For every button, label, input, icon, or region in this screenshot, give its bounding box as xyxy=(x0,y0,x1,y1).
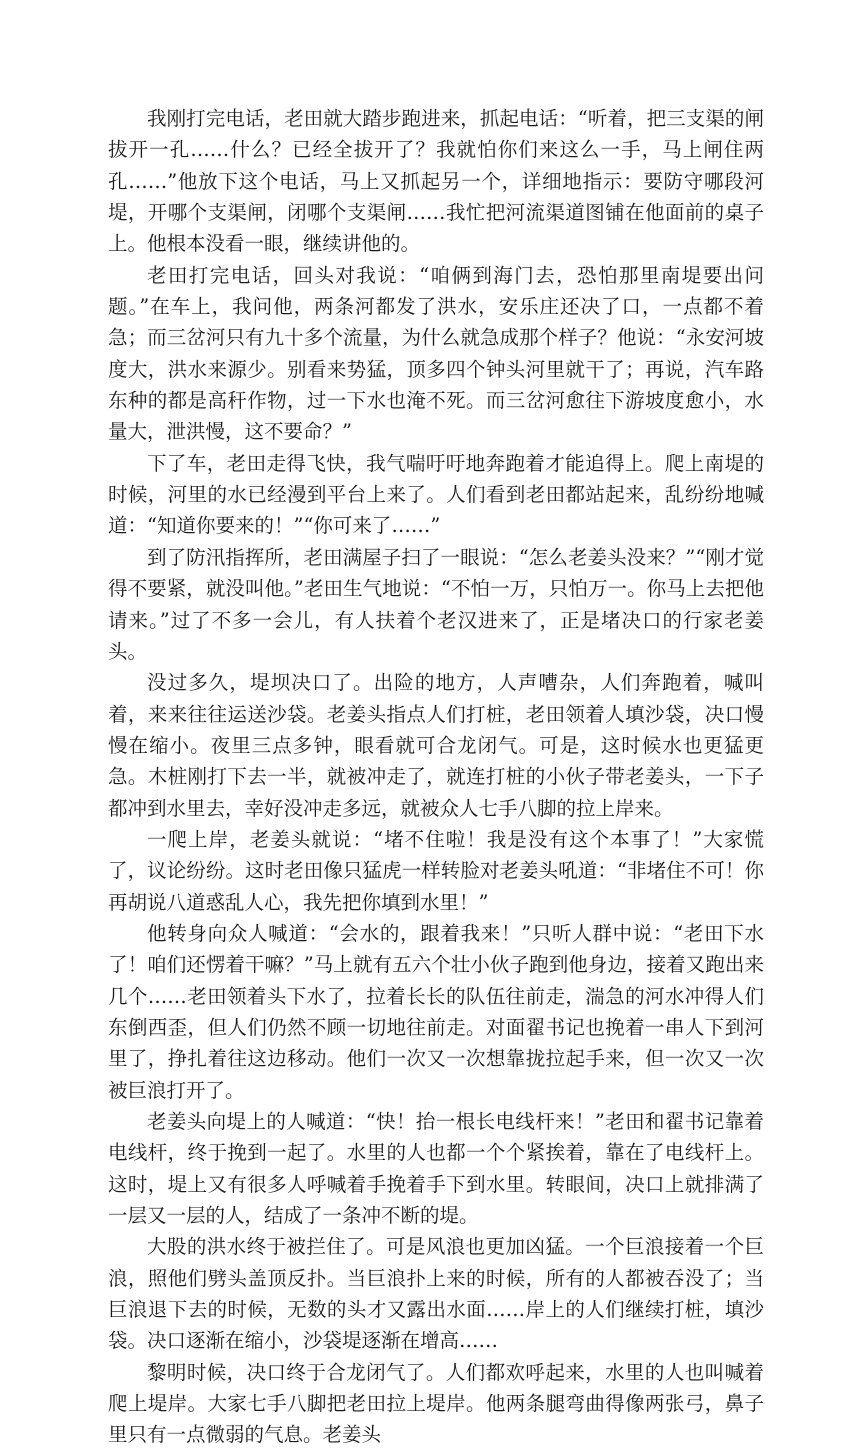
paragraph: 他转身向众人喊道：“会水的，跟着我来！”只听人群中说：“老田下水了！咱们还愣着干嘛？”马上就有五六个壮小伙子跑到他身边，接着又跑出来几个……老田领着头下水了，拉着长长的队伍往前走，湍急的河水冲得人们东倒西歪，但人们仍然不顾一切地往前走。对面翟书记也挽着一串人下到河里了，挣扎着往这边移动。他们一次又一次想靠拢拉起手来，但一次又一次被巨浪打开了。 xyxy=(108,921,764,1102)
paragraph: 一爬上岸，老姜头就说：“堵不住啦！我是没有这个本事了！”大家慌了，议论纷纷。这时老田像只猛虎一样转脸对老姜头吼道：“非堵住不可！你再胡说八道惑乱人心，我先把你填到水里！” xyxy=(108,827,764,914)
paragraph: 老姜头向堤上的人喊道：“快！抬一根长电线杆来！”老田和翟书记靠着电线杆，终于挽到一起了。水里的人也都一个个紧挨着，靠在了电线杆上。这时，堤上又有很多人呼喊着手挽着手下到水里。转眼间，决口上就排满了一层又一层的人，结成了一条冲不断的堤。 xyxy=(108,1110,764,1228)
paragraph: 没过多久，堤坝决口了。出险的地方，人声嘈杂，人们奔跑着，喊叫着，来来往往运送沙袋。老姜头指点人们打桩，老田领着人填沙袋，决口慢慢在缩小。夜里三点多钟，眼看就可合龙闭气。可是，这时候水也更猛更急。木桩刚打下去一半，就被冲走了，就连打桩的小伙子带老姜头，一下子都冲到水里去，幸好没冲走多远，就被众人七手八脚的拉上岸来。 xyxy=(108,671,764,820)
paragraph: 大股的洪水终于被拦住了。可是风浪也更加凶猛。一个巨浪接着一个巨浪，照他们劈头盖顶反扑。当巨浪扑上来的时候，所有的人都被吞没了；当巨浪退下去的时候，无数的头才又露出水面……岸上的人们继续打桩，填沙袋。决口逐渐在缩小，沙袋堤逐渐在增高…… xyxy=(108,1235,764,1353)
paragraph: 老田打完电话，回头对我说：“咱俩到海门去，恐怕那里南堤要出问题。”在车上，我问他，两条河都发了洪水，安乐庄还决了口，一点都不着急；而三岔河只有九十多个流量，为什么就急成那个样子？他说：“永安河坡度大，洪水来源少。别看来势猛，顶多四个钟头河里就干了；再说，汽车路东种的都是高秆作物，过一下水也淹不死。而三岔河愈往下游坡度愈小，水量大，泄洪慢，这不要命？” xyxy=(108,263,764,444)
paragraph: 到了防汛指挥所，老田满屋子扫了一眼说：“怎么老姜头没来？”“刚才觉得不要紧，就没叫他。”老田生气地说：“不怕一万，只怕万一。你马上去把他请来。”过了不多一会儿，有人扶着个老汉进来了，正是堵决口的行家老姜头。 xyxy=(108,545,764,663)
paragraph: 黎明时候，决口终于合龙闭气了。人们都欢呼起来，水里的人也叫喊着爬上堤岸。大家七手八脚把老田拉上堤岸。他两条腿弯曲得像两张弓，鼻子里只有一点微弱的气息。老姜头 xyxy=(108,1360,764,1447)
paragraph: 我刚打完电话，老田就大踏步跑进来，抓起电话：“听着，把三支渠的闸拔开一孔……什么？已经全拔开了？我就怕你们来这么一手，马上闸住两孔……”他放下这个电话，马上又抓起另一个，详细地指示：要防守哪段河堤，开哪个支渠闸，闭哪个支渠闸……我忙把河流渠道图铺在他面前的桌子上。他根本没看一眼，继续讲他的。 xyxy=(108,107,764,256)
document-body xyxy=(108,103,764,1451)
paragraph: 下了车，老田走得飞快，我气喘吁吁地奔跑着才能追得上。爬上南堤的时候，河里的水已经漫到平台上来了。人们看到老田都站起来，乱纷纷地喊道：“知道你要来的！”“你可来了……” xyxy=(108,451,764,538)
